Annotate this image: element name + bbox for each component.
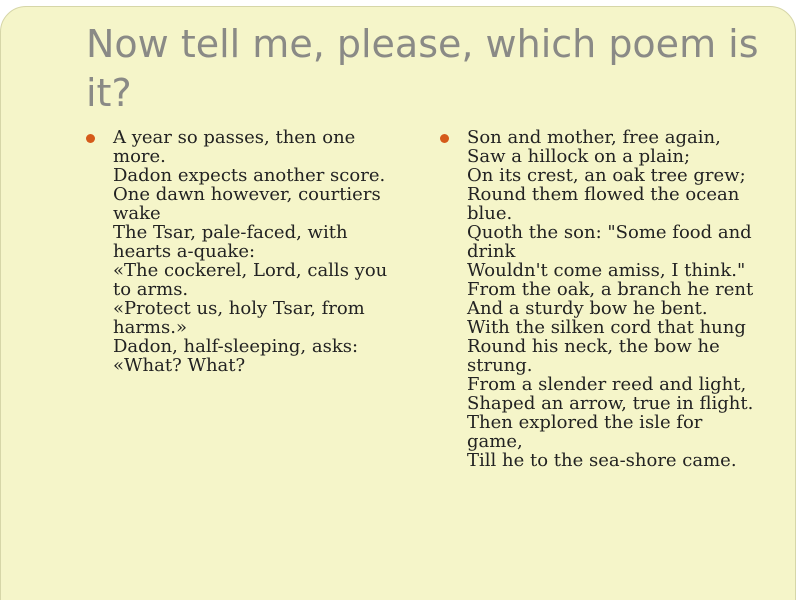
poem-line: «The cockerel, Lord, calls you to arms. [113,260,388,300]
poem-line: The Tsar, pale-faced, with hearts a-quake: [113,222,348,262]
poem-line: One dawn however, courtiers wake [113,184,381,224]
poem-line: Wouldn't come amiss, I think." [467,260,746,281]
poem-line: Quoth the son: "Some food and drink [467,222,752,262]
poem-line: Saw a hillock on a plain; [467,146,691,167]
poem-line: With the silken cord that hung [467,317,746,338]
left-poem-column [86,128,406,375]
right-poem-column [440,128,760,470]
poem-line: Dadon expects another score. [113,165,386,186]
poem-line: A year so passes, then one more. [113,127,356,167]
bullet-dot-icon [440,134,449,143]
poem-line: Son and mother, free again, [467,127,721,148]
poem-line: From the oak, a branch he rent [467,279,754,300]
right-poem-text [467,128,760,470]
left-poem-text [113,128,406,375]
poem-line: Then explored the isle for game, [467,412,703,452]
poem-line: On its crest, an oak tree grew; [467,165,746,186]
poem-line: «Protect us, holy Tsar, from harms.» [113,298,365,338]
poem-line: Till he to the sea-shore came. [467,450,737,471]
left-poem-bullet-item [86,128,406,375]
poem-line: Dadon, half-sleeping, asks: «What? What? [113,336,359,376]
poem-line: From a slender reed and light, [467,374,747,395]
slide-title: Now tell me, please, which poem is it? [86,22,759,115]
poem-line: Shaped an arrow, true in flight. [467,393,754,414]
poem-line: Round them flowed the ocean blue. [467,184,740,224]
right-poem-bullet-item [440,128,760,470]
bullet-dot-icon [86,134,95,143]
poem-line: Round his neck, the bow he strung. [467,336,720,376]
poem-line: And a sturdy bow he bent. [467,298,708,319]
